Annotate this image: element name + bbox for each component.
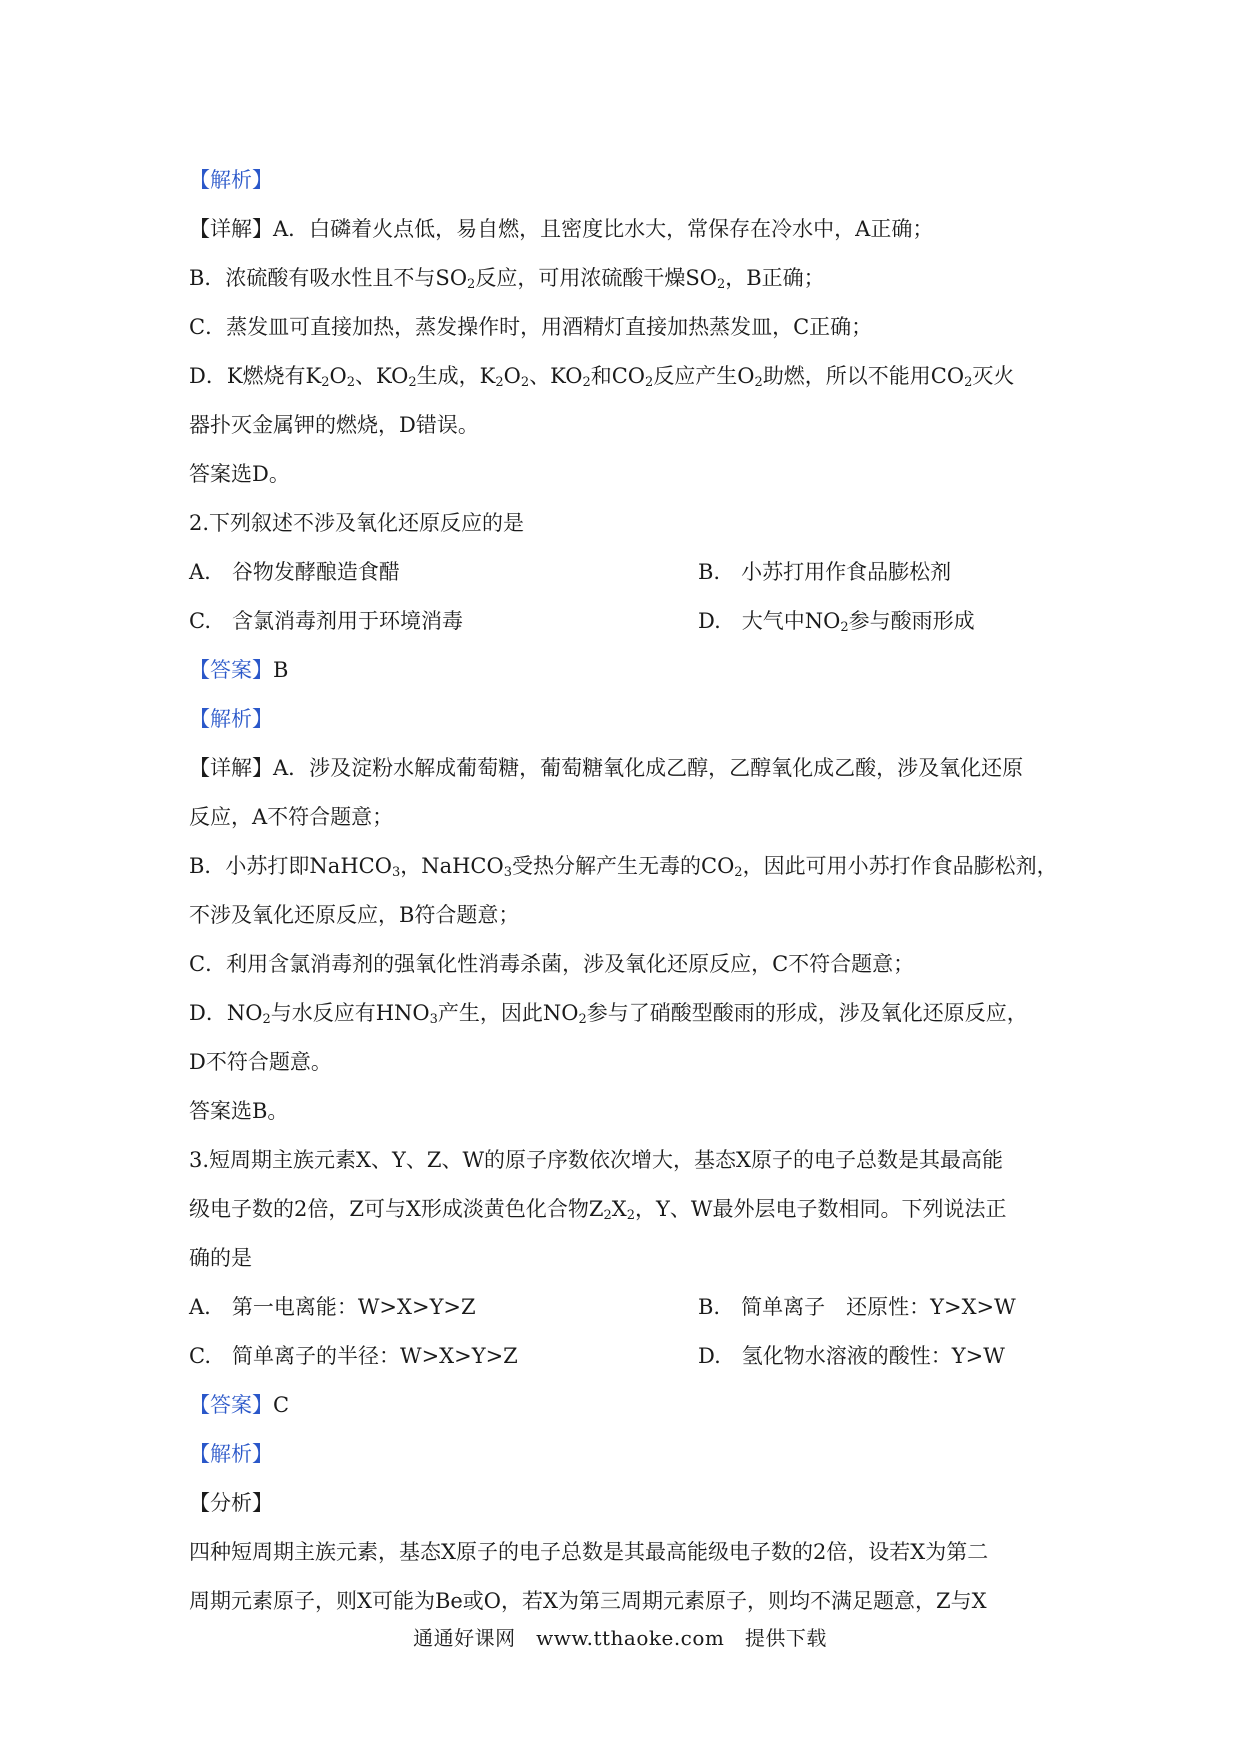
page-footer: 通通好课网 www.tthaoke.com 提供下载 [413, 1626, 827, 1650]
q2-detail-line-4: 不涉及氧化还原反应，B符合题意； [189, 903, 520, 927]
q2-answer [189, 646, 1059, 695]
q2-conclusion: 答案选B。 [189, 1099, 289, 1123]
q1-detail-line-2: B．浓硫酸有吸水性且不与$SO_2$反应，可用浓硫酸干燥$SO_2$，B正确； [189, 266, 825, 292]
q3-fenxi-line-1: 四种短周期主族元素，基态X原子的电子总数是其最高能级电子数的2倍，设若X为第二 [189, 1540, 989, 1564]
q2-detail-line-1: 【详解】A．涉及淀粉水解成葡萄糖，葡萄糖氧化成乙醇，乙醇氧化成乙酸，涉及氧化还原 [189, 756, 1024, 780]
q3-option-d: D. 氢化物水溶液的酸性：Y>W [698, 1344, 1005, 1368]
q1-detail-line-3: C．蒸发皿可直接加热，蒸发操作时，用酒精灯直接加热蒸发皿，C正确； [189, 315, 873, 339]
q3-fenxi-line-2: 周期元素原子，则X可能为Be或O，若X为第三周期元素原子，则均不满足题意，Z与X [189, 1589, 987, 1613]
q2-options-row-2 [189, 597, 1059, 646]
q2-detail-head: 【详解】 [189, 756, 273, 780]
q3-stem-line-1: 3.短周期主族元素X、Y、Z、W的原子序数依次增大，基态X原子的电子总数是其最高能 [189, 1148, 1003, 1172]
q1-detail-line-4: D．K燃烧有$K_2O_2$、$KO_2$生成，$K_2O_2$、$KO_2$和$CO_2$反应产生$O_2$助燃，所以不能用$CO_2$灭火 [189, 364, 1015, 390]
q2-detail-line-5: C．利用含氯消毒剂的强氧化性消毒杀菌，涉及氧化还原反应，C不符合题意； [189, 952, 915, 976]
q1-detail-line-5: 器扑灭金属钾的燃烧，D错误。 [189, 413, 479, 437]
q2-answer-label: 【答案】 [189, 658, 273, 682]
q3-options-row-2 [189, 1332, 1059, 1381]
q1-conclusion: 答案选D。 [189, 462, 290, 486]
q3-option-c: C. 简单离子的半径：W>X>Y>Z [189, 1344, 518, 1368]
q3-answer [189, 1381, 1059, 1430]
q2-answer-value: B [273, 658, 289, 682]
q3-answer-value: C [273, 1393, 290, 1417]
q3-answer-label: 【答案】 [189, 1393, 273, 1417]
document-body [189, 156, 1059, 1626]
q3-stem-line-2: 级电子数的2倍，Z可与X形成淡黄色化合物$Z_2X_2$，Y、W最外层电子数相同。下列说法正 [189, 1197, 1007, 1223]
q3-options-row-1 [189, 1283, 1059, 1332]
q2-option-d: D. 大气中$NO_2$参与酸雨形成 [698, 609, 975, 635]
q2-detail-line-3: B．小苏打即NaHCO$_3$，NaHCO$_3$受热分解产生无毒的$CO_2$，因此可用小苏打作食品膨松剂， [189, 854, 1058, 880]
q1-detail-head: 【详解】 [189, 217, 273, 241]
q2-option-c: C. 含氯消毒剂用于环境消毒 [189, 609, 463, 633]
q3-analysis-label: 【解析】 [189, 1442, 273, 1466]
q3-option-a: A. 第一电离能：W>X>Y>Z [189, 1295, 476, 1319]
q3-stem-line-3: 确的是 [189, 1246, 252, 1270]
q2-analysis-label: 【解析】 [189, 707, 273, 731]
q2-detail-line-7: D不符合题意。 [189, 1050, 332, 1074]
q2-stem: 2.下列叙述不涉及氧化还原反应的是 [189, 511, 525, 535]
q2-option-b: B. 小苏打用作食品膨松剂 [698, 560, 952, 584]
q1-detail-line-1: 【详解】A．白磷着火点低，易自燃，且密度比水大，常保存在冷水中，A正确； [189, 217, 934, 241]
q2-detail-line-6: D．$NO_2$与水反应有$HNO_3$产生，因此$NO_2$参与了硝酸型酸雨的形成，涉及氧化还原反应， [189, 1001, 1028, 1027]
q3-option-b: B. 简单离子 还原性：Y>X>W [698, 1295, 1016, 1319]
q2-options-row-1 [189, 548, 1059, 597]
q1-analysis-label: 【解析】 [189, 168, 273, 192]
q2-option-a: A. 谷物发酵酿造食醋 [189, 560, 400, 584]
q3-fenxi-label: 【分析】 [189, 1491, 273, 1515]
q2-detail-line-2: 反应，A不符合题意； [189, 805, 394, 829]
